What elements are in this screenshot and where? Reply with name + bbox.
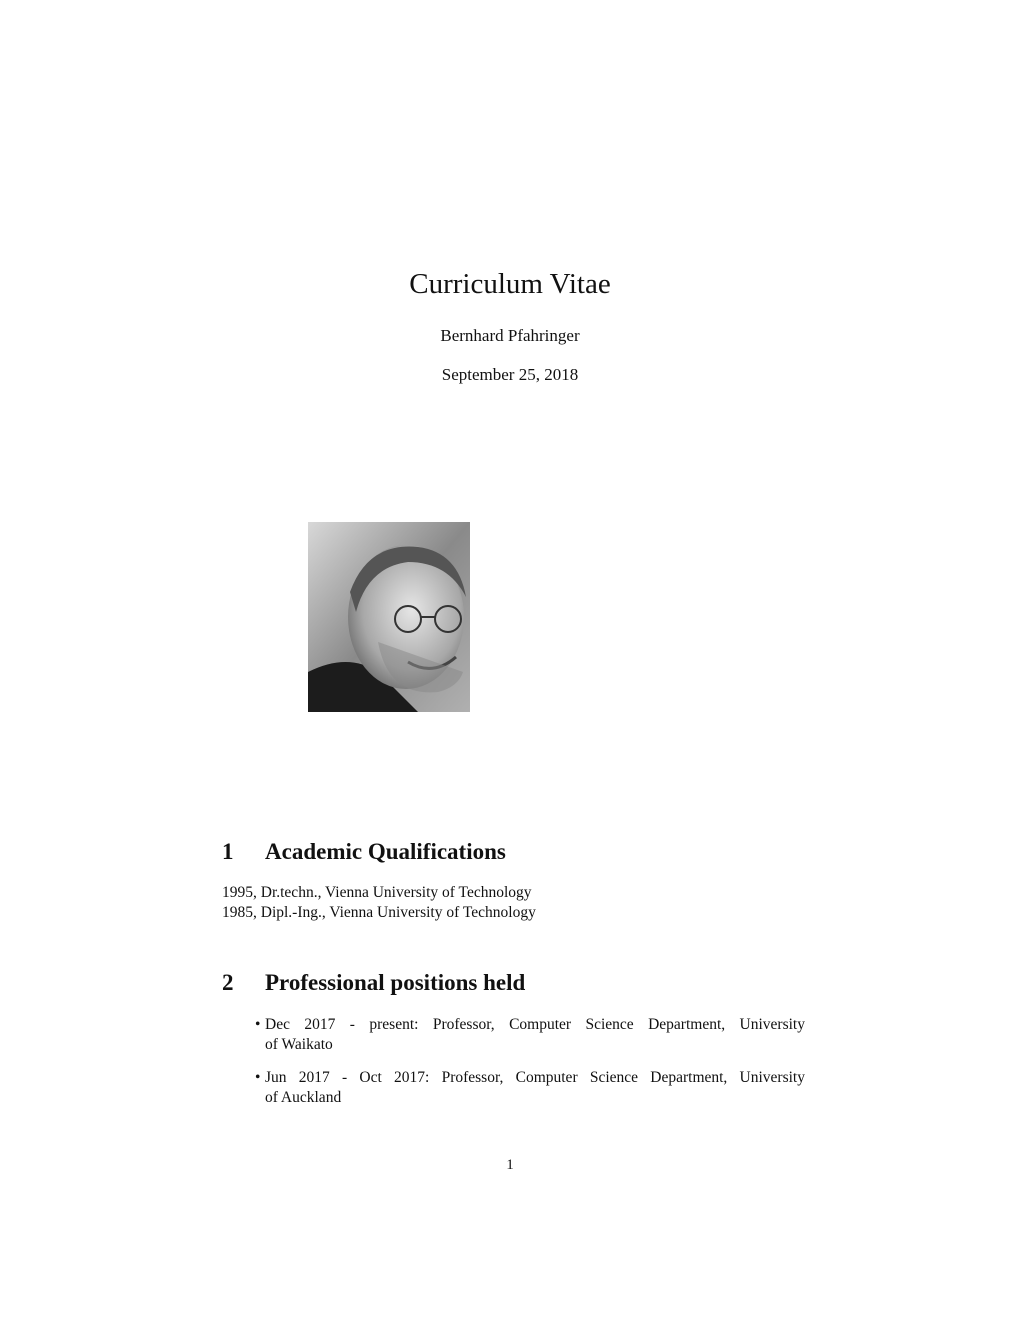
position-text-continued: of Waikato: [265, 1035, 333, 1053]
section-number: 1: [222, 839, 234, 864]
qualification-line: 1985, Dipl.-Ing., Vienna University of Technology: [222, 904, 536, 921]
bullet-icon: •: [255, 1069, 261, 1086]
section-title: Academic Qualifications: [265, 839, 506, 864]
qualification-line: 1995, Dr.techn., Vienna University of Technology: [222, 884, 532, 901]
document-date: September 25, 2018: [441, 365, 579, 384]
position-text: Jun 2017 - Oct 2017: Professor, Computer Science Department, University: [265, 1069, 805, 1086]
position-text: Dec 2017 - present: Professor, Computer Science Department, University: [265, 1016, 805, 1033]
position-text-continued: of Auckland: [265, 1088, 342, 1106]
section-title: Professional positions held: [265, 970, 526, 995]
page-number: 1: [506, 1157, 514, 1173]
portrait-photo: [308, 522, 470, 712]
bullet-icon: •: [255, 1016, 261, 1033]
document-title: Curriculum Vitae: [409, 268, 611, 300]
section-number: 2: [222, 970, 234, 995]
author-name: Bernhard Pfahringer: [440, 326, 580, 345]
